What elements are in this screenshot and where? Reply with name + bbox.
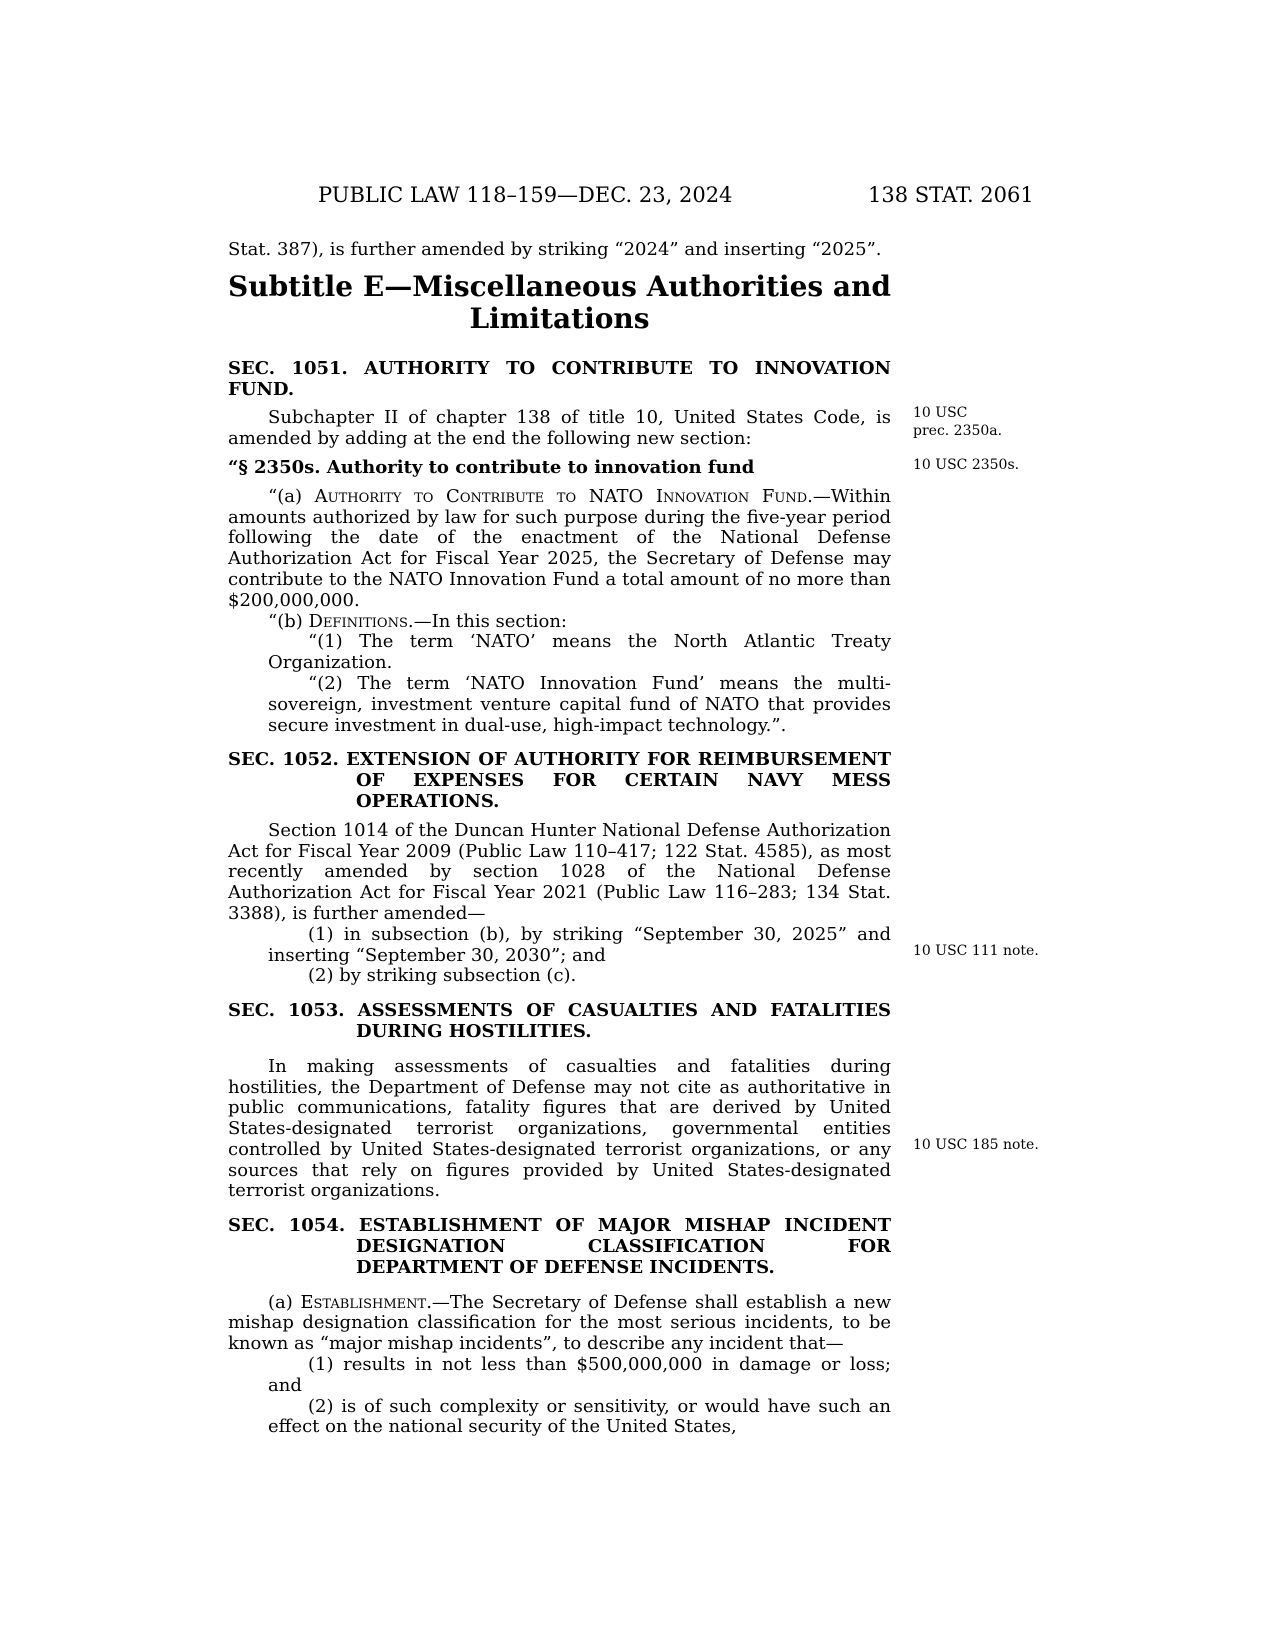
margin-note-sec-1051	[913, 404, 1002, 440]
sec-2350s-subsection-b	[228, 612, 891, 633]
sec-1053-body: In making assessments of casualties and fatalities during hostilities, the Department of Defense may not cite as authoritative in public communications, fatality figures that are derived by United States-designated terrorist organizations, governmental entities controlled by United States-designated terrorist organizations, or any sources that rely on figures provided by United States-designated terrorist organizations.	[228, 1055, 891, 1202]
sec-1052-body: Section 1014 of the Duncan Hunter National Defense Authorization Act for Fiscal Year 2009 (Public Law 110–417; 122 Stat. 4585), as most recently amended by section 1028 of the National Defense Authorization Act for Fiscal Year 2021 (Public Law 116–283; 134 Stat. 3388), is further amended—	[228, 819, 891, 924]
sec-1053-heading: SEC. 1053. ASSESSMENTS OF CASUALTIES AND FATALITIES DURING HOSTILITIES.	[228, 1000, 891, 1042]
sec-1054-a-heading: Establishment.	[300, 1291, 432, 1313]
subtitle-line-1: Subtitle E—Miscellaneous Authorities and	[228, 269, 892, 303]
sec-1054-heading: SEC. 1054. ESTABLISHMENT OF MAJOR MISHAP INCIDENT DESIGNATION CLASSIFICATION FOR DEPARTMENT OF DEFENSE INCIDENTS.	[228, 1215, 891, 1278]
subsection-a-prefix: “(a)	[268, 485, 302, 507]
subsection-b-text: —In this section:	[413, 610, 567, 632]
subtitle-heading	[228, 271, 891, 335]
new-section-2350s-heading: “§ 2350s. Authority to contribute to innovation fund	[228, 456, 755, 478]
document-body	[228, 240, 891, 1438]
sec-1054-item-1: (1) results in not less than $500,000,000 in damage or loss; and	[268, 1354, 891, 1396]
margin-note-line-2: prec. 2350a.	[913, 423, 1003, 439]
intro-continuation: Stat. 387), is further amended by striking “2024” and inserting “2025”.	[228, 239, 882, 260]
subsection-a-heading: Authority to Contribute to NATO Innovation Fund.	[314, 485, 813, 507]
running-header-title: PUBLIC LAW 118–159—DEC. 23, 2024	[318, 183, 733, 207]
margin-note-sec-1053: 10 USC 111 note.	[913, 943, 1039, 959]
subsection-a-text: —Within amounts authorized by law for such purpose during the five-year period following the date of the enactment of the National Defense Authorization Act for Fiscal Year 2025, the Secretary of Defense may contribute to the NATO Innovation Fund a total amount of no more than $200,000,000.	[228, 485, 891, 611]
sec-1054-subsection-a	[228, 1293, 891, 1355]
sec-1054-item-2: (2) is of such complexity or sensitivity, or would have such an effect on the national security of the United States,	[268, 1395, 891, 1438]
sec-1052-item-2: (2) by striking subsection (c).	[308, 965, 577, 987]
subsection-b-heading: Definitions.	[308, 610, 414, 632]
sec-1054-a-prefix: (a)	[268, 1291, 293, 1313]
sec-1051-body: Subchapter II of chapter 138 of title 10, United States Code, is amended by adding at the end the following new section:	[228, 407, 891, 450]
sec-1052-item-1: (1) in subsection (b), by striking “September 30, 2025” and inserting “September 30, 2030”; and	[268, 923, 891, 966]
margin-note-2350s: 10 USC 2350s.	[913, 457, 1020, 473]
statute-page-number: 138 STAT. 2061	[868, 183, 1034, 207]
sec-2350s-subsection-a	[228, 487, 891, 612]
subtitle-line-2: Limitations	[469, 301, 650, 335]
sec-1052-heading: SEC. 1052. EXTENSION OF AUTHORITY FOR REIMBURSEMENT OF EXPENSES FOR CERTAIN NAVY MESS OPERATIONS.	[228, 749, 891, 812]
sec-1054-a-text: —The Secretary of Defense shall establish a new mishap designation classification for the most serious incidents, to be known as “major mishap incidents”, to describe any incident that—	[228, 1291, 891, 1355]
margin-note-line-1: 10 USC	[913, 405, 968, 421]
running-header	[228, 181, 1034, 213]
subsection-b-prefix: “(b)	[268, 610, 303, 632]
margin-note-sec-1054: 10 USC 185 note.	[913, 1137, 1039, 1153]
definition-2: “(2) The term ‘NATO Innovation Fund’ means the multi-sovereign, investment venture capital fund of NATO that provides secure investment in dual-use, high-impact technology.”.	[268, 672, 891, 736]
sec-1051-heading: SEC. 1051. AUTHORITY TO CONTRIBUTE TO INNOVATION FUND.	[228, 357, 891, 400]
definition-1: “(1) The term ‘NATO’ means the North Atlantic Treaty Organization.	[268, 631, 891, 674]
